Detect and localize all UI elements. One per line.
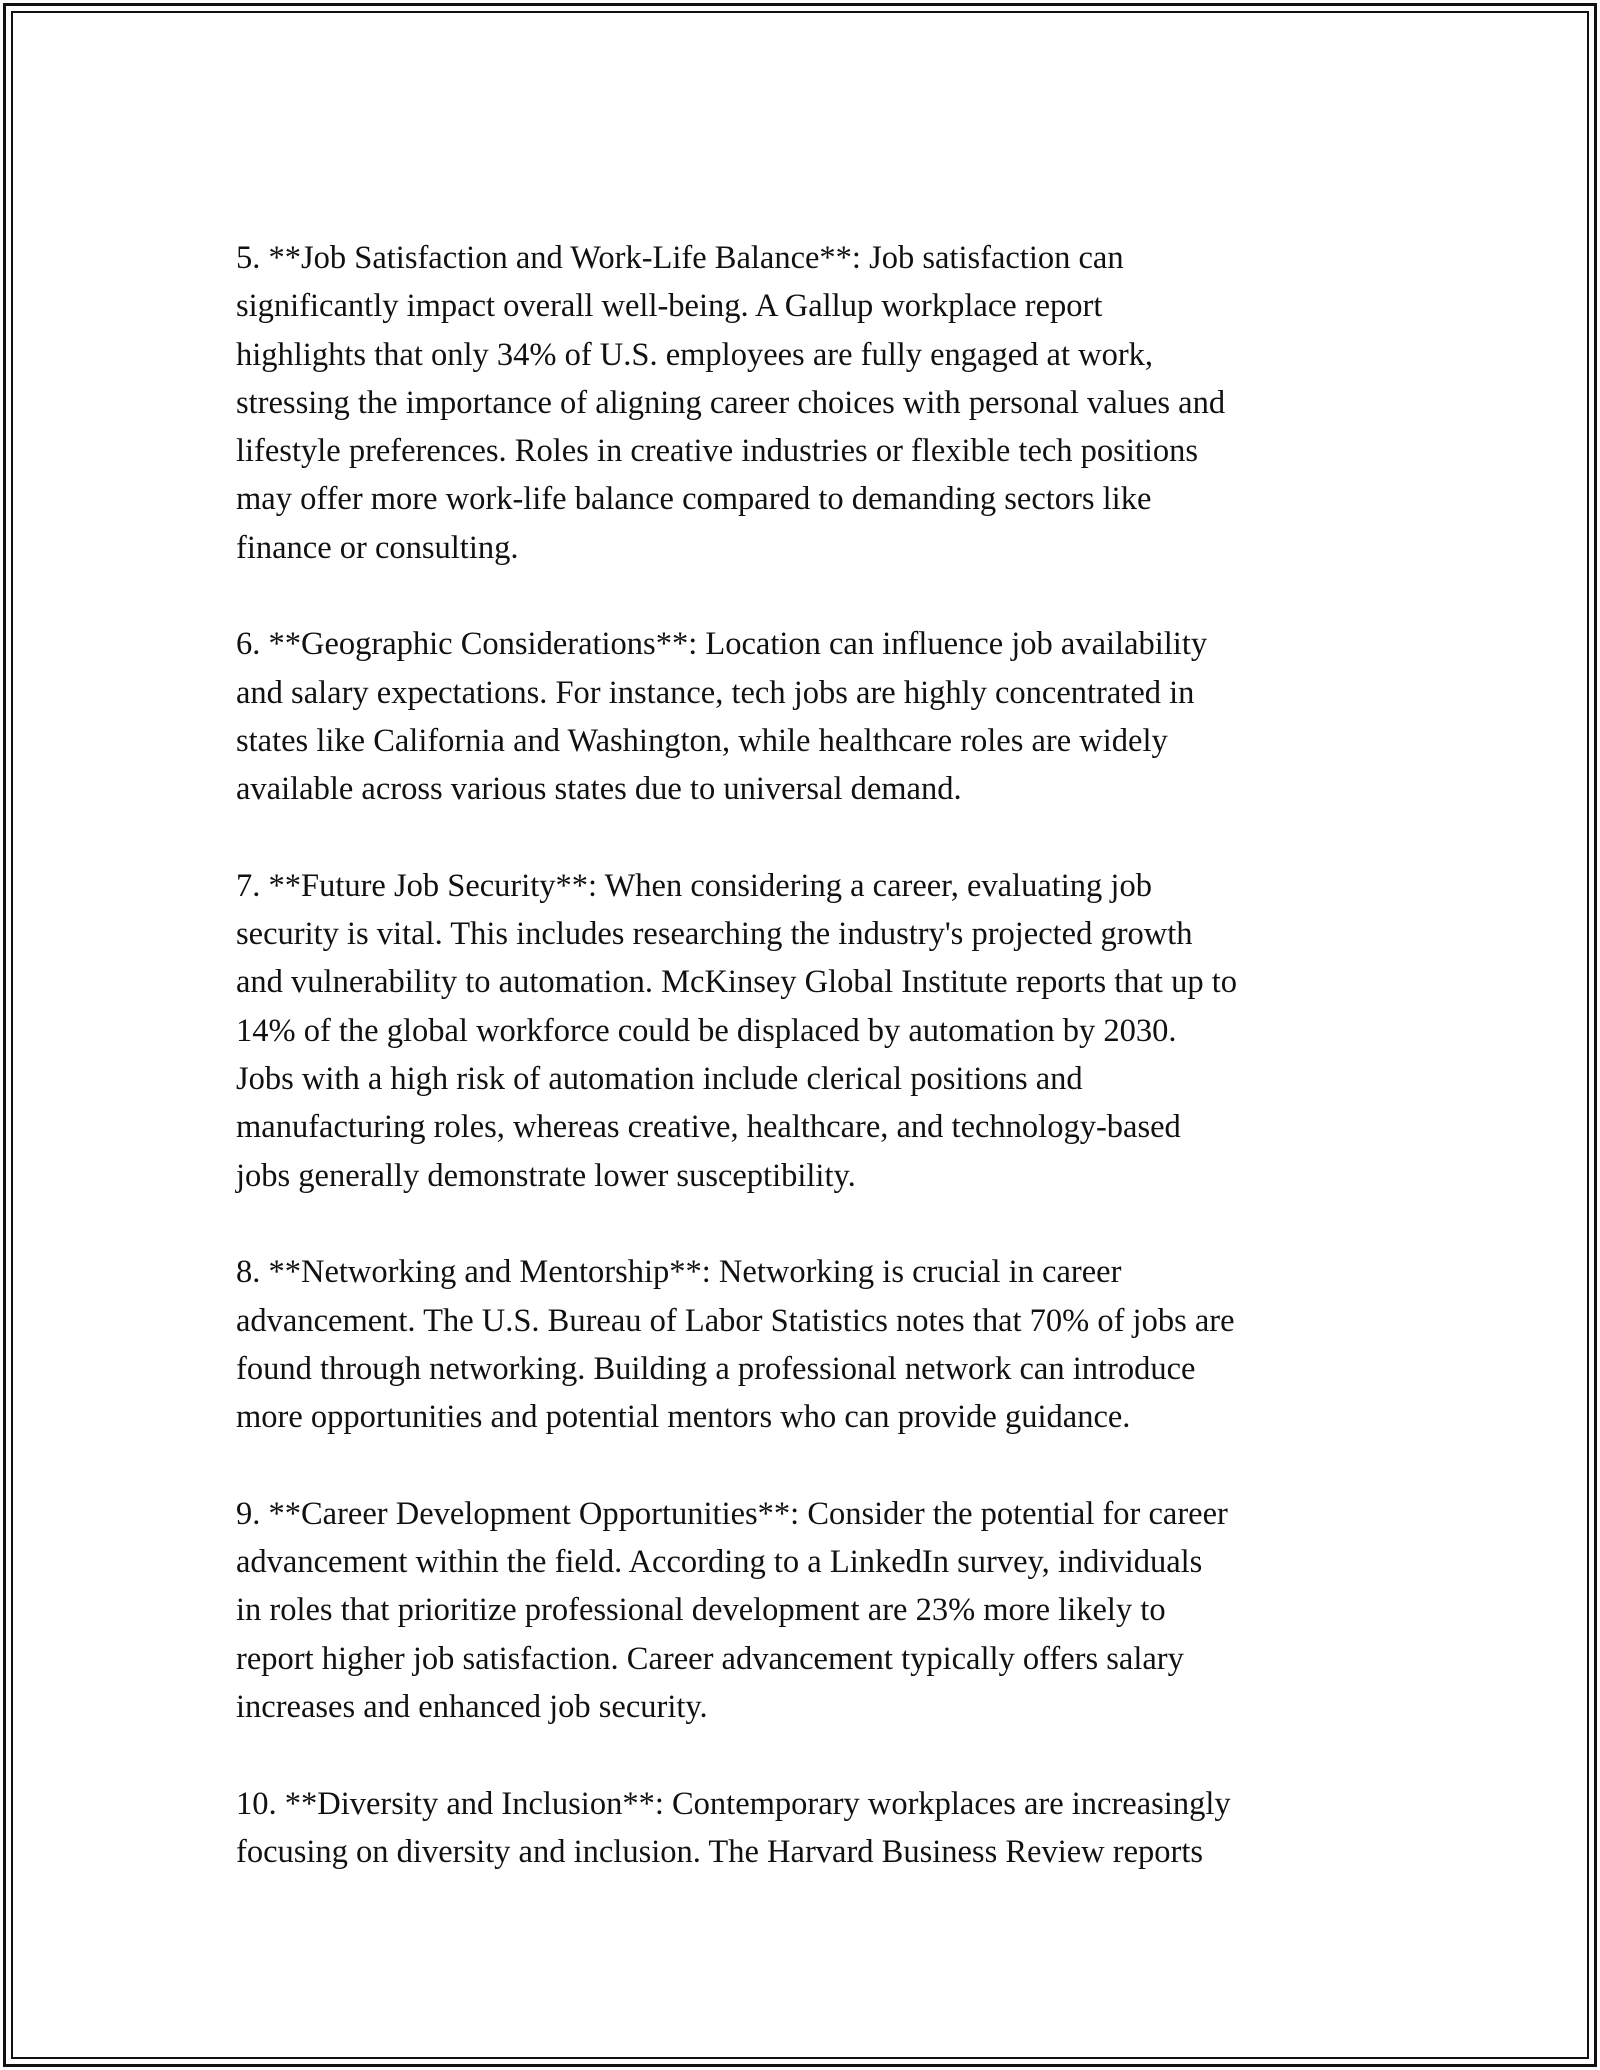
paragraph-geographic-considerations: 6. **Geographic Considerations**: Location can influence job availability and salary expectations. For instance, tech jobs are highly concentrated in states like California and Washington, while healthcare roles are widely available across various states due to universal demand. xyxy=(236,626,1208,808)
paragraph-job-satisfaction: 5. **Job Satisfaction and Work-Life Balance**: Job satisfaction can significantly impact overall well-being. A Gallup workplace report highlights that only 34% of U.S. employees are fully engaged at work, stressing the importance of aligning career choices with personal values and lifestyle preferences. Roles in creative industries or flexible tech positions may offer more work-life balance compared to demanding sectors like finance or consulting. xyxy=(236,240,1226,566)
document-body xyxy=(236,234,1376,1924)
paragraph-future-job-security: 7. **Future Job Security**: When considering a career, evaluating job security is vital. This includes researching the industry's projected growth and vulnerability to automation. McKinsey Global Institute reports that up to 14% of the global workforce could be displaced by automation by 2030. Jobs with a high risk of automation include clerical positions and manufacturing roles, whereas creative, healthcare, and technology-based jobs generally demonstrate lower susceptibility. xyxy=(236,867,1237,1194)
paragraph-diversity-inclusion: 10. **Diversity and Inclusion**: Contemporary workplaces are increasingly focusing on diversity and inclusion. The Harvard Business Review reports xyxy=(236,1785,1231,1870)
paragraph-career-development: 9. **Career Development Opportunities**: Consider the potential for career advancement within the field. According to a LinkedIn survey, individuals in roles that prioritize professional development are 23% more likely to report higher job satisfaction. Career advancement typically offers salary increases and enhanced job security. xyxy=(236,1495,1228,1725)
paragraph-networking-mentorship: 8. **Networking and Mentorship**: Networking is crucial in career advancement. The U.S. Bureau of Labor Statistics notes that 70% of jobs are found through networking. Building a professional network can introduce more opportunities and potential mentors who can provide guidance. xyxy=(236,1254,1235,1436)
